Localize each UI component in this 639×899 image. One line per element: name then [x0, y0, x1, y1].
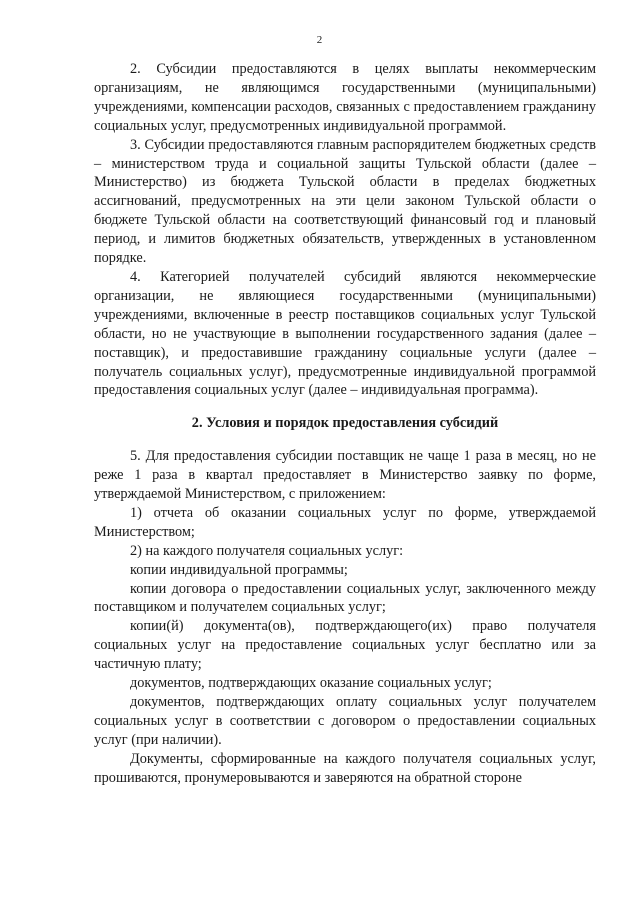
list-item-contract-copy: копии договора о предоставлении социальных услуг, заключенного между поставщиком и получателем социальных услуг; [94, 580, 596, 616]
paragraph-3: 3. Субсидии предоставляются главным распорядителем бюджетных средств – министерством труда и социальной защиты Тульской области (далее – Министерство) из бюджета Тульской области в пределах бюджетных ассигнований, предусмотренных на эти цели законом Тульской области о бюджете Тульской области на соответствующий финансовый год и плановый период, и лимитов бюджетных обязательств, утвержденных в установленном порядке. [94, 136, 596, 267]
list-item-service-docs: документов, подтверждающих оказание социальных услуг; [130, 675, 492, 692]
paragraph-2: 2. Субсидии предоставляются в целях выплаты некоммерческим организациям, не являющимся государственными (муниципальными) учреждениями, компенсации расходов, связанных с предоставлением гражданину социальных услуг, предусмотренных индивидуальной программой. [94, 61, 596, 134]
list-item-program-copy: копии индивидуальной программы; [130, 561, 348, 578]
list-item-payment-docs: документов, подтверждающих оплату социальных услуг получателем социальных услуг в соответствии с договором о предоставлении социальных услуг (при наличии). [94, 694, 596, 748]
list-item-report: 1) отчета об оказании социальных услуг по форме, утверждаемой Министерством; [94, 504, 596, 540]
paragraph-documents: Документы, сформированные на каждого получателя социальных услуг, прошиваются, пронумеровываются и заверяются на обратной стороне [94, 750, 596, 786]
page-number: 2 [316, 34, 323, 46]
list-item-entitlement-docs: копии(й) документа(ов), подтверждающего(их) право получателя социальных услуг на предоставление социальных услуг бесплатно или за частичную плату; [94, 618, 596, 673]
document-body [94, 60, 596, 788]
paragraph-5: 5. Для предоставления субсидии поставщик не чаще 1 раза в месяц, но не реже 1 раза в квартал предоставляет в Министерство заявку по форме, утверждаемой Министерством, с приложением: [94, 448, 596, 503]
paragraph-4: 4. Категорией получателей субсидий являются некоммерческие организации, не являющиеся государственными (муниципальными) учреждениями, включенные в реестр поставщиков социальных услуг Тульской области, но не участвующие в выполнении государственного задания (далее – поставщик), и предоставившие гражданину социальные услуги (далее – получатель социальных услуг), предусмотренные индивидуальной программой предоставления социальных услуг (далее – индивидуальная программа). [94, 268, 596, 399]
section-heading: 2. Условия и порядок предоставления субсидий [191, 415, 499, 432]
list-item-per-recipient: 2) на каждого получателя социальных услуг: [130, 542, 404, 559]
